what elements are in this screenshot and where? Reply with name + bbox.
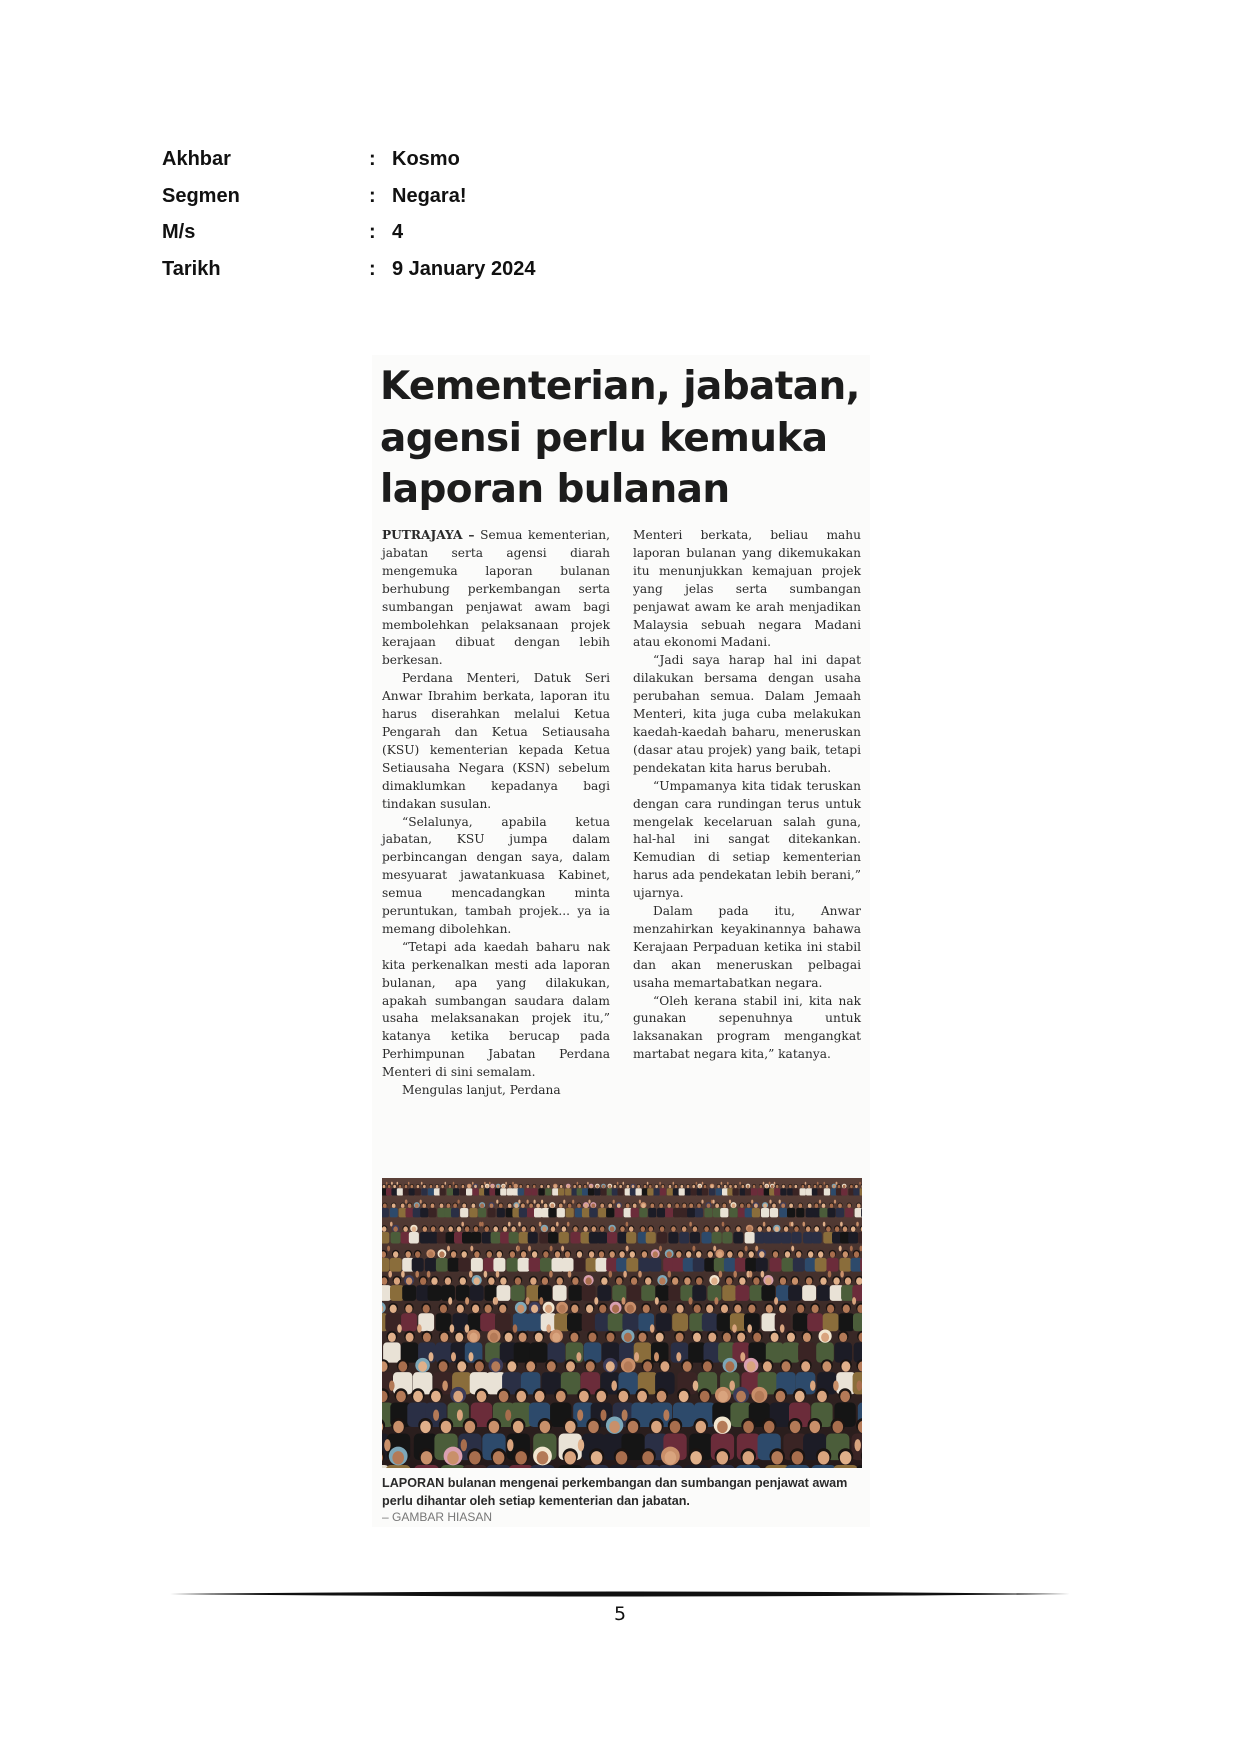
meta-colon: : <box>369 257 376 280</box>
meta-value: Negara! <box>392 184 467 207</box>
paragraph-text: Semua kementerian, jabatan serta agensi diarah mengemuka laporan bulanan berhubung perkembangan serta sumbangan penjawat awam bagi membolehkan pelaksanaan projek kerajaan dibuat dengan lebih berkesan. <box>382 528 611 668</box>
footer-divider <box>170 1590 1070 1598</box>
article-paragraph: “Tetapi ada kaedah baharu nak kita perkenalkan mesti ada laporan bulanan, apa yang dilakukan, apakah sumbangan saudara dalam usaha melaksanakan projek itu,” katanya ketika berucap pada Perhimpunan Jabatan Perdana Menteri di sini semalam. <box>382 939 610 1080</box>
article-paragraph: Mengulas lanjut, Perdana <box>402 1083 561 1098</box>
meta-label: Akhbar <box>162 148 231 170</box>
article-column-left <box>382 527 610 1100</box>
meta-value: 4 <box>392 221 404 243</box>
crowd-photo <box>382 1178 862 1468</box>
headline-line: Kementerian, jabatan, <box>380 364 860 409</box>
article-headline <box>380 361 868 516</box>
article-paragraph: “Umpamanya kita tidak teruskan dengan cara rundingan terus untuk mengelak kecelaruan salah guna, hal-hal ini sangat ditekankan. Kemudian di setiap kementerian harus ada pendekatan lebih berani,” ujarnya. <box>633 778 861 901</box>
meta-colon: : <box>369 148 376 170</box>
article-paragraph: Menteri berkata, beliau mahu laporan bulanan yang dikemukakan itu menunjukkan kemajuan projek yang jelas serta sumbangan penjawat awam ke arah menjadikan Malaysia sebuah negara Madani atau ekonomi Madani. <box>633 528 861 650</box>
meta-colon: : <box>369 184 376 207</box>
page-number: 5 <box>613 1603 627 1625</box>
article-paragraph: “Oleh kerana stabil ini, kita nak gunakan sepenuhnya untuk laksanakan program mengangkat martabat negara kita,” katanya. <box>633 993 861 1062</box>
meta-value: Kosmo <box>392 148 460 170</box>
meta-label: M/s <box>162 221 196 243</box>
article-paragraph: “Selalunya, apabila ketua jabatan, KSU jumpa dalam perbincangan dengan saya, dalam mesyuarat jawatankuasa Kabinet, semua mencadangkan minta peruntukan, tambah projek... ya ia memang dibolehkan. <box>382 814 610 936</box>
article-paragraph: Dalam pada itu, Anwar menzahirkan keyakinannya bahawa Kerajaan Perpaduan ketika ini stabil dan akan meneruskan pelbagai usaha memartabatkan negara. <box>633 904 861 990</box>
article-paragraph <box>382 527 610 670</box>
article-column-right <box>633 527 861 1064</box>
article-paragraph: “Jadi saya harap hal ini dapat dilakukan bersama dengan usaha perubahan semua. Dalam Jemaah Menteri, kita juga cuba melakukan kaedah-kaedah baharu, meneruskan (dasar atau projek) yang baik, tetapi pendekatan kita harus berubah. <box>633 653 861 775</box>
meta-value: 9 January 2024 <box>392 257 536 280</box>
headline-line: agensi perlu kemuka <box>380 415 828 461</box>
crowd-photo-illustration <box>382 1178 862 1468</box>
meta-label: Tarikh <box>162 257 221 280</box>
photo-caption: LAPORAN bulanan mengenai perkembangan dan sumbangan penjawat awam perlu dihantar oleh setiap kementerian dan jabatan. <box>382 1476 848 1508</box>
article-paragraph: Perdana Menteri, Datuk Seri Anwar Ibrahim berkata, laporan itu harus diserahkan melalui Ketua Pengarah dan Ketua Setiausaha (KSU) kementerian kepada Ketua Setiausaha Negara (KSN) sebelum dimaklumkan kepadanya bagi tindakan susulan. <box>382 671 610 811</box>
headline-line: laporan bulanan <box>380 467 730 512</box>
meta-label: Segmen <box>162 184 240 207</box>
meta-colon: : <box>369 221 376 243</box>
dateline: PUTRAJAYA – <box>382 528 475 542</box>
photo-credit: – GAMBAR HIASAN <box>382 1510 493 1524</box>
newspaper-clipping <box>372 355 870 1527</box>
